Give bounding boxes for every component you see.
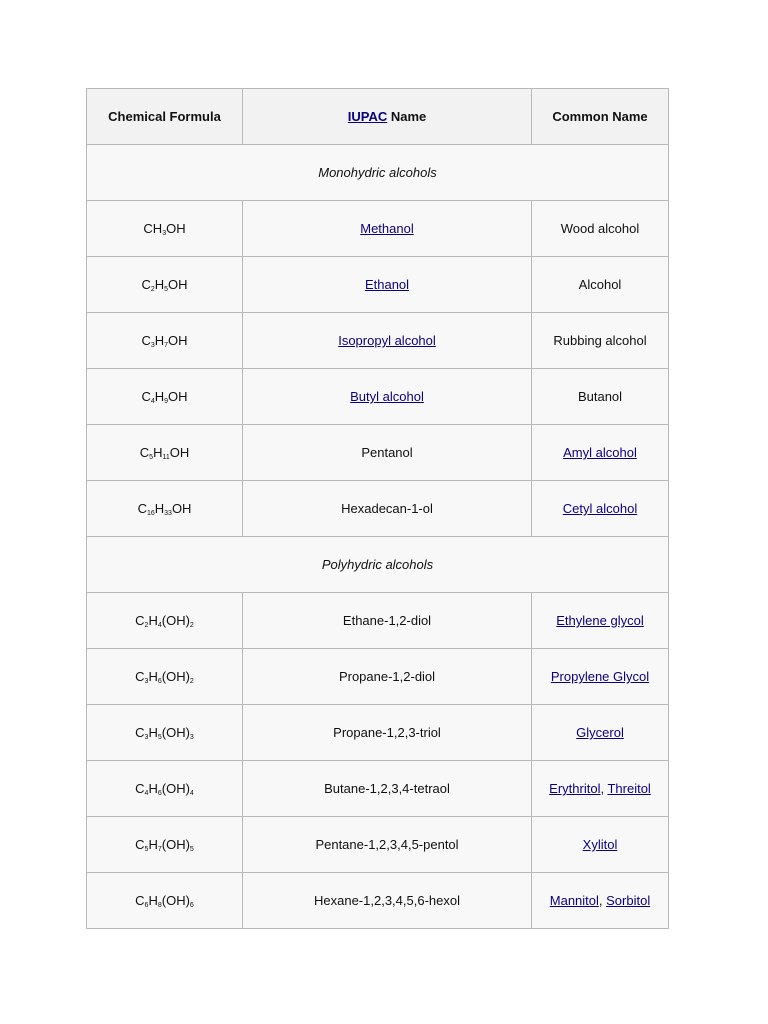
iupac-name-text: Pentane-1,2,3,4,5-pentol <box>315 837 459 852</box>
erythritol-link[interactable]: Erythritol <box>549 781 601 796</box>
formula-subscript: 6 <box>157 678 162 685</box>
formula-subscript: 16 <box>146 510 155 517</box>
iupac-name-text: Ethane-1,2-diol <box>342 613 432 628</box>
formula-part: OH <box>168 333 188 348</box>
formula-subscript: 4 <box>150 398 155 405</box>
table-row <box>87 705 669 761</box>
iupac-name-cell <box>243 817 532 873</box>
formula-part: H <box>154 333 165 348</box>
table-row <box>87 873 669 929</box>
iupac-name-cell <box>243 593 532 649</box>
ethanol-link[interactable]: Ethanol <box>364 277 410 292</box>
glycerol-link[interactable]: Glycerol <box>576 725 624 740</box>
iupac-name-text: Butane-1,2,3,4-tetraol <box>324 781 450 796</box>
formula-part: C <box>141 333 151 348</box>
formula-part: C <box>135 893 145 908</box>
section-header-row <box>87 145 669 201</box>
formula-part: (OH) <box>161 613 190 628</box>
formula-part: CH <box>143 221 163 236</box>
formula-cell <box>87 705 243 761</box>
formula-subscript: 9 <box>164 398 169 405</box>
xylitol-link[interactable]: Xylitol <box>582 837 618 852</box>
header-row <box>87 89 669 145</box>
table-body <box>87 145 669 929</box>
table-row <box>87 593 669 649</box>
section-title: Polyhydric alcohols <box>87 537 669 593</box>
formula-part: C <box>135 669 145 684</box>
formula-part: (OH) <box>161 781 190 796</box>
methanol-link[interactable]: Methanol <box>360 221 414 236</box>
formula-part: C <box>137 501 147 516</box>
mannitol-link[interactable]: Mannitol <box>549 893 599 908</box>
alcohols-table <box>86 88 669 929</box>
table-row <box>87 425 669 481</box>
formula-subscript: 3 <box>189 734 194 741</box>
formula-subscript: 5 <box>149 454 154 461</box>
formula-subscript: 2 <box>150 286 155 293</box>
table-row <box>87 761 669 817</box>
table-row <box>87 313 669 369</box>
formula-subscript: 5 <box>157 734 162 741</box>
formula-part: C <box>135 781 145 796</box>
formula-cell <box>87 201 243 257</box>
formula-part: H <box>148 725 158 740</box>
common-name-cell <box>532 481 669 537</box>
common-name-text: Rubbing alcohol <box>553 333 647 348</box>
common-name-cell <box>532 201 669 257</box>
formula-subscript: 2 <box>189 622 194 629</box>
cetyl-alcohol-link[interactable]: Cetyl alcohol <box>562 501 638 516</box>
iupac-name-cell <box>243 481 532 537</box>
iupac-link[interactable]: IUPAC <box>347 109 388 124</box>
ethylene-glycol-link[interactable]: Ethylene glycol <box>556 613 644 628</box>
header-common-name: Common Name <box>532 89 669 145</box>
section-header-row <box>87 537 669 593</box>
common-name-text: Alcohol <box>578 277 622 292</box>
common-name-cell <box>532 873 669 929</box>
formula-subscript: 6 <box>144 902 149 909</box>
common-name-text: Butanol <box>577 389 623 404</box>
formula-subscript: 33 <box>164 510 172 517</box>
common-name-text: Wood alcohol <box>560 221 640 236</box>
formula-subscript: 4 <box>144 790 149 797</box>
table-row <box>87 257 669 313</box>
formula-part: H <box>148 613 158 628</box>
iupac-name-cell <box>243 257 532 313</box>
formula-part: C <box>141 277 151 292</box>
table-row <box>87 201 669 257</box>
formula-cell <box>87 425 243 481</box>
formula-subscript: 2 <box>189 678 194 685</box>
formula-cell <box>87 761 243 817</box>
formula-subscript: 2 <box>144 622 149 629</box>
formula-part: (OH) <box>161 837 190 852</box>
formula-part: H <box>148 781 158 796</box>
formula-part: OH <box>166 221 186 236</box>
formula-subscript: 3 <box>150 342 155 349</box>
common-name-cell <box>532 593 669 649</box>
header-chemical-formula: Chemical Formula <box>87 89 243 145</box>
iupac-name-text: Hexadecan-1-ol <box>341 501 433 516</box>
formula-part: C <box>139 445 150 460</box>
formula-part: OH <box>168 389 188 404</box>
formula-part: C <box>141 389 151 404</box>
header-iupac-name <box>243 89 532 145</box>
section-title: Monohydric alcohols <box>87 145 669 201</box>
formula-part: H <box>153 445 163 460</box>
formula-subscript: 7 <box>164 342 169 349</box>
formula-subscript: 6 <box>157 790 162 797</box>
formula-part: OH <box>168 277 188 292</box>
threitol-link[interactable]: Threitol <box>607 781 651 796</box>
formula-part: (OH) <box>161 725 190 740</box>
formula-part: H <box>148 837 158 852</box>
formula-part: C <box>135 837 145 852</box>
iupac-name-cell <box>243 761 532 817</box>
common-name-cell <box>532 313 669 369</box>
formula-part: C <box>135 725 145 740</box>
iupac-name-cell <box>243 369 532 425</box>
iupac-name-text: Propane-1,2,3-triol <box>333 725 441 740</box>
iupac-name-cell <box>243 313 532 369</box>
formula-subscript: 5 <box>164 286 169 293</box>
formula-cell <box>87 313 243 369</box>
header-iupac-name-suffix: Name <box>387 109 427 124</box>
table-row <box>87 369 669 425</box>
common-name-cell <box>532 425 669 481</box>
iupac-name-text: Hexane-1,2,3,4,5,6-hexol <box>314 893 460 908</box>
amyl-alcohol-link[interactable]: Amyl alcohol <box>563 445 637 460</box>
formula-subscript: 11 <box>162 454 170 461</box>
separator: , <box>598 893 607 908</box>
isopropyl-alcohol-link[interactable]: Isopropyl alcohol <box>338 333 436 348</box>
iupac-name-cell <box>243 425 532 481</box>
formula-part: H <box>154 501 165 516</box>
common-name-cell <box>532 761 669 817</box>
formula-part: (OH) <box>161 893 190 908</box>
formula-subscript: 8 <box>157 902 162 909</box>
iupac-name-text: Propane-1,2-diol <box>338 669 436 684</box>
formula-subscript: 3 <box>144 678 149 685</box>
formula-subscript: 5 <box>144 846 149 853</box>
formula-part: C <box>135 613 145 628</box>
iupac-name-cell <box>243 649 532 705</box>
formula-part: H <box>148 669 158 684</box>
iupac-name-cell <box>243 705 532 761</box>
sorbitol-link[interactable]: Sorbitol <box>606 893 651 908</box>
formula-cell <box>87 817 243 873</box>
table-row <box>87 649 669 705</box>
formula-subscript: 3 <box>144 734 149 741</box>
formula-cell <box>87 369 243 425</box>
propylene-glycol-link[interactable]: Propylene Glycol <box>550 669 650 684</box>
formula-cell <box>87 257 243 313</box>
common-name-cell <box>532 817 669 873</box>
separator: , <box>600 781 608 796</box>
common-name-cell <box>532 369 669 425</box>
formula-subscript: 4 <box>189 790 194 797</box>
formula-part: H <box>148 893 158 908</box>
common-name-cell <box>532 705 669 761</box>
formula-cell <box>87 593 243 649</box>
formula-part: (OH) <box>161 669 190 684</box>
formula-part: OH <box>171 501 192 516</box>
iupac-name-cell <box>243 873 532 929</box>
formula-subscript: 6 <box>189 902 194 909</box>
iupac-name-text: Pentanol <box>361 445 413 460</box>
formula-subscript: 7 <box>157 846 162 853</box>
formula-part: H <box>154 277 165 292</box>
formula-subscript: 4 <box>157 622 162 629</box>
butyl-alcohol-link[interactable]: Butyl alcohol <box>350 389 424 404</box>
formula-part: H <box>154 389 165 404</box>
iupac-name-cell <box>243 201 532 257</box>
formula-cell <box>87 873 243 929</box>
formula-subscript: 3 <box>162 230 167 237</box>
common-name-cell <box>532 257 669 313</box>
formula-part: OH <box>169 445 190 460</box>
formula-cell <box>87 649 243 705</box>
table-row <box>87 817 669 873</box>
common-name-cell <box>532 649 669 705</box>
formula-cell <box>87 481 243 537</box>
formula-subscript: 5 <box>189 846 194 853</box>
table-row <box>87 481 669 537</box>
